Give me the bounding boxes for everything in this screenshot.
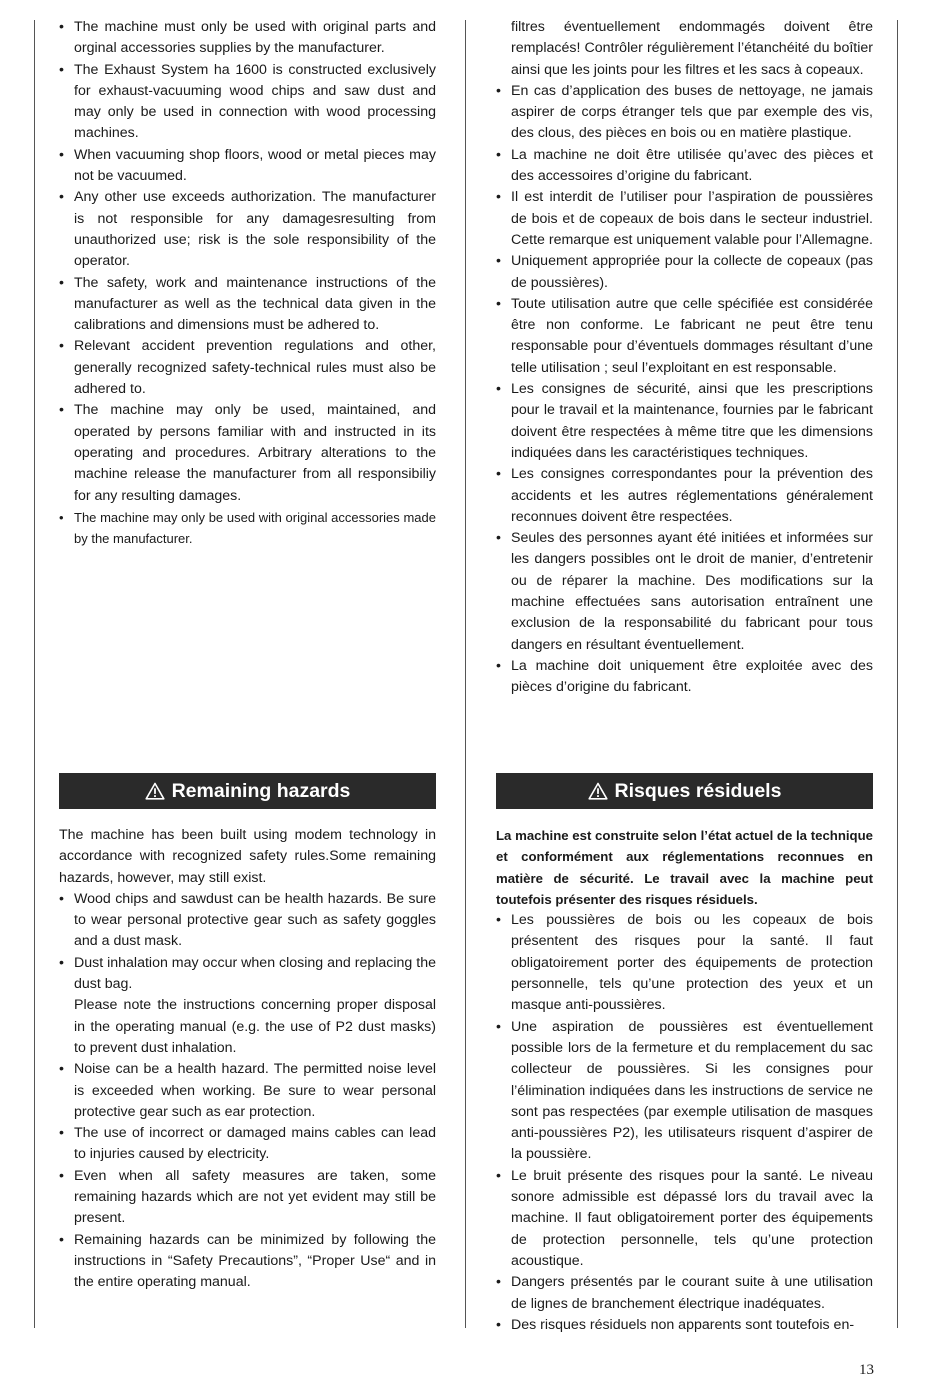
list-item-text: • Relevant accident prevention regulations and other, generally recognized safety-technical rules must also be adhered to.	[74, 338, 436, 398]
right-margin-rule	[897, 20, 898, 1328]
list-item-text: • Toute utilisation autre que celle spécifiée est considérée être non conforme. Le fabricant ne peut être tenu responsable pour d’éventuels dommages résultant d’une telle utilisation ; seul l’exploitant en est responsable.	[511, 295, 873, 376]
list-item	[59, 1059, 436, 1123]
left-hazards-list	[59, 889, 436, 1294]
list-item-text: • La machine ne doit être utilisée qu’avec des pièces et des accessoires d’origine du fabricant.	[511, 146, 873, 185]
remaining-hazards-banner	[59, 773, 436, 809]
list-item-text: • The use of incorrect or damaged mains cables can lead to injuries caused by electricity.	[74, 1125, 436, 1163]
list-item-text: • The machine may only be used, maintained, and operated by persons familiar with and instructed in its operating and procedures. Arbitrary alterations to the machine release the manufacturer from all responsibiliy for any resulting damages.	[74, 402, 436, 504]
list-item-text: • When vacuuming shop floors, wood or metal pieces may not be vacuumed.	[74, 146, 436, 185]
list-item	[496, 379, 873, 464]
list-item	[59, 273, 436, 337]
list-item-text: • Uniquement appropriée pour la collecte de copeaux (pas de poussières).	[511, 253, 873, 291]
left-hazards-intro: The machine has been built using modem technology in accordance with recognized safety rules.Some remaining hazards, however, may still exist.	[59, 827, 436, 886]
list-item	[59, 507, 436, 550]
list-item	[496, 1166, 873, 1272]
list-item	[59, 336, 436, 400]
list-item	[496, 656, 873, 699]
right-hazards-column	[496, 825, 873, 1336]
warning-triangle-icon	[145, 782, 165, 800]
list-item	[496, 910, 873, 1016]
left-top-column	[59, 17, 436, 549]
list-item	[496, 294, 873, 379]
list-item	[496, 81, 873, 145]
list-item-text: • Le bruit présente des risques pour la santé. Le niveau sonore admissible est dépassé lors du travail avec la machine. Il faut obligatoirement porter des équipements de protection personnelle, tels qu’une protection acoustique.	[511, 1167, 873, 1269]
page-number: 13	[859, 1362, 874, 1378]
list-item	[59, 60, 436, 145]
list-item	[59, 1230, 436, 1294]
list-item-text: • Seules des personnes ayant été initiées et informées sur les dangers possibles ont le droit de manier, d’entretenir ou de réparer la machine. Des modifications sur la machine effectuées sans autorisation entraînent une exclusion de la responsabilité du fabricant pour tous dangers en résultant éventuellement.	[511, 530, 873, 653]
continuation-paragraph: filtres éventuellement endommagés doivent être remplacés! Contrôler régulièrement l’étanchéité du boîtier ainsi que les joints pour les filtres et les sacs à copeaux.	[511, 19, 873, 78]
list-item	[59, 400, 436, 506]
list-item-text: • Even when all safety measures are taken, some remaining hazards which are not yet evident may still be present.	[74, 1167, 436, 1227]
list-item-text: • Une aspiration de poussières est éventuellement possible lors de la fermeture et du remplacement du sac collecteur de poussières. Si les consignes pour l’élimination indiquées dans les instructions de service ne sont pas respectées (par exemple utilisation de masques anti-poussières P2), les utilisateurs risquent d’aspirer de la poussière.	[511, 1018, 873, 1163]
list-item	[496, 528, 873, 656]
left-hazards-column	[59, 825, 436, 1294]
list-item-text: • Les consignes de sécurité, ainsi que les prescriptions pour le travail et la maintenance, fournies par le fabricant doivent être respectées à même titre que les dimensions indiquées dans les caractéristiques techniques.	[511, 381, 873, 461]
list-item	[496, 145, 873, 188]
list-item-text: • Remaining hazards can be minimized by following the instructions in “Safety Precautions”, “Proper Use“ and in the entire operating manual.	[74, 1231, 436, 1291]
list-item	[59, 889, 436, 953]
list-item	[496, 1272, 873, 1315]
risques-residuels-heading: Risques résiduels	[614, 779, 782, 802]
list-item	[496, 187, 873, 251]
remaining-hazards-heading: Remaining hazards	[171, 779, 351, 802]
list-item-text: • En cas d’application des buses de nettoyage, ne jamais aspirer de corps étranger tels que par exemple des vis, des clous, des pièces en bois ou en matière plastique.	[511, 82, 873, 142]
list-item-text: • Dangers présentés par le courant suite à une utilisation de lignes de branchement électrique inadéquates.	[511, 1274, 873, 1312]
list-item-text: • The Exhaust System ha 1600 is constructed exclusively for exhaust-vacuuming wood chips and saw dust and may only be used in connection with wood processing machines.	[74, 61, 436, 142]
list-item-text: • Les consignes correspondantes pour la prévention des accidents et les autres réglementations généralement reconnues doivent être respectées.	[511, 466, 873, 525]
right-hazards-intro: La machine est construite selon l’état actuel de la technique et conformément aux réglementations reconnues en matière de sécurité. Le travail avec la machine peut toutefois présenter des risques résiduels.	[496, 828, 873, 907]
list-item	[496, 1315, 873, 1336]
list-item-text: • Any other use exceeds authorization. The manufacturer is not responsible for any damagesresulting from unauthorized use; risk is the sole responsibility of the operator.	[74, 189, 436, 270]
center-divider-rule	[465, 20, 466, 1328]
right-top-list	[496, 81, 873, 699]
list-item	[59, 187, 436, 272]
list-item-text: • Dust inhalation may occur when closing and replacing the dust bag.	[74, 954, 436, 993]
right-top-column	[496, 17, 873, 699]
list-item-text: • The machine may only be used with original accessories made by the manufacturer.	[74, 509, 436, 547]
list-item-text: • Des risques résiduels non apparents sont toutefois en-	[511, 1316, 855, 1333]
list-item	[496, 464, 873, 528]
warning-triangle-icon	[588, 782, 608, 800]
list-item-text: • Wood chips and sawdust can be health hazards. Be sure to wear personal protective gear such as safety goggles and a dust mask.	[74, 890, 436, 950]
right-hazards-list	[496, 910, 873, 1336]
list-item-text: • The safety, work and maintenance instructions of the manufacturer as well as the technical data given in the calibrations and dimensions must be adhered to.	[74, 274, 436, 334]
list-item-text: • La machine doit uniquement être exploitée avec des pièces d’origine du fabricant.	[511, 657, 873, 696]
list-item	[59, 1166, 436, 1230]
list-item-text: • Il est interdit de l’utiliser pour l’aspiration de poussières de bois et de copeaux de bois dans le secteur industriel. Cette remarque est uniquement valable pour l’Allemagne.	[511, 189, 873, 248]
list-item	[59, 17, 436, 60]
left-top-list	[59, 17, 436, 549]
list-item	[496, 251, 873, 294]
list-item-text: • Noise can be a health hazard. The permitted noise level is exceeded when working. Be sure to wear personal protective gear such as ear protection.	[74, 1061, 436, 1120]
list-item-note: Please note the instructions concerning proper disposal in the operating manual (e.g. the use of P2 dust masks) to prevent dust inhalation.	[74, 997, 436, 1056]
list-item-text: • Les poussières de bois ou les copeaux de bois présentent des risques pour la santé. Il faut obligatoirement porter des équipements de protection personnelle, tels qu’une protection des yeux et un masque anti-poussières.	[511, 912, 873, 1014]
risques-residuels-banner	[496, 773, 873, 809]
list-item	[496, 1017, 873, 1166]
list-item	[59, 1123, 436, 1166]
list-item-text: • The machine must only be used with original parts and orginal accessories supplies by the manufacturer.	[74, 19, 436, 57]
list-item	[59, 953, 436, 1059]
left-margin-rule	[34, 20, 35, 1328]
list-item	[59, 145, 436, 188]
